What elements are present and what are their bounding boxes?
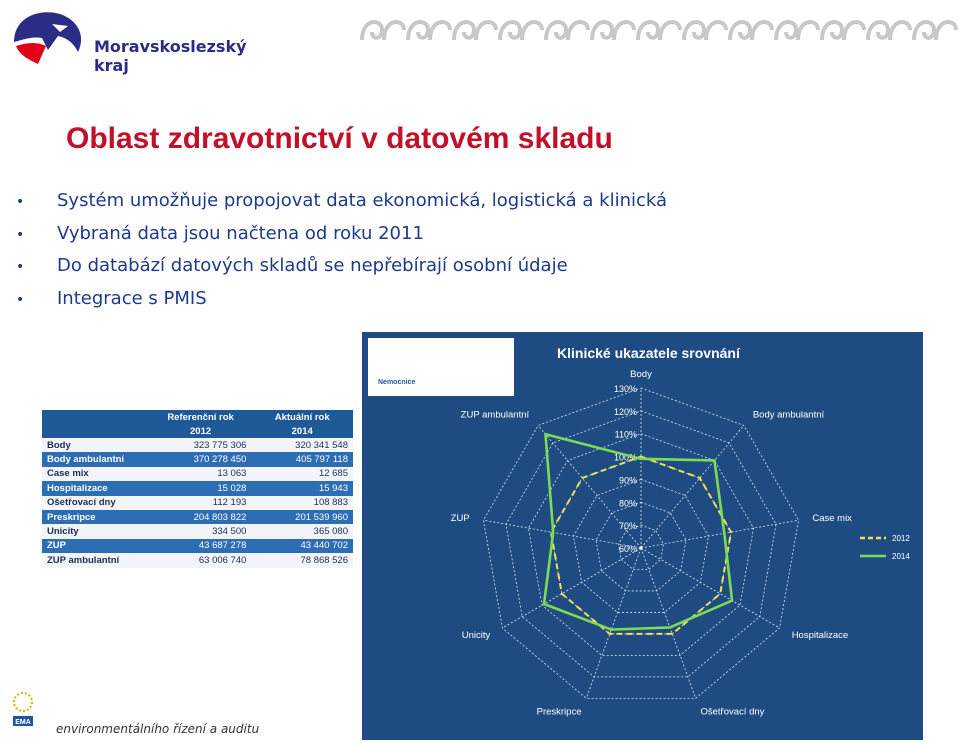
row-label: Ošetřovací dny (42, 496, 150, 510)
logo-line-2: kraj (94, 56, 129, 75)
bullet-item: • Systém umožňuje propojovat data ekonomická, logistická a klinická (16, 190, 667, 223)
bullet-list (16, 190, 667, 321)
table-row (42, 452, 353, 466)
hospital-label: Nemocnice (378, 379, 416, 386)
radar-axis-label: Unicity (461, 630, 491, 641)
table-header-ref: Referenční rok (150, 410, 252, 424)
row-act: 201 539 960 (251, 510, 353, 524)
row-ref: 323 775 306 (150, 438, 252, 452)
row-act: 15 943 (251, 481, 353, 495)
row-act: 365 080 (251, 524, 353, 538)
radar-series-2014 (544, 434, 732, 629)
radar-axis-label: Ošetřovací dny (700, 706, 765, 718)
row-label: ZUP ambulantní (42, 553, 150, 567)
decorative-ornament-band (358, 10, 958, 50)
row-ref: 13 063 (150, 467, 252, 481)
ornament-swirl (684, 22, 726, 40)
ornament-swirl (362, 22, 404, 40)
bullet-item: • Do databází datových skladů se nepřebírají osobní údaje (16, 255, 667, 288)
table-row (42, 524, 353, 538)
ornament-swirl (408, 22, 450, 40)
radar-chart-panel (362, 332, 923, 740)
row-label: Unicity (42, 524, 150, 538)
row-ref: 43 687 278 (150, 539, 252, 553)
radar-spoke (641, 425, 744, 548)
radar-spoke (641, 548, 696, 698)
row-ref: 204 803 822 (150, 510, 252, 524)
radar-axis-label: Body ambulantní (752, 409, 825, 421)
ornament-swirl (454, 22, 496, 40)
ornament-swirl (638, 22, 680, 40)
radar-ring-label: 90% (618, 475, 637, 486)
row-ref: 334 500 (150, 524, 252, 538)
ornament-swirl (730, 22, 772, 40)
radar-axis-label: ZUP ambulantní (460, 409, 530, 421)
legend-label: 2012 (892, 534, 910, 543)
table-row (42, 553, 353, 567)
ornament-swirl (822, 22, 864, 40)
radar-ring-label: 60% (618, 544, 637, 554)
row-act: 108 883 (251, 496, 353, 510)
ema-logo-icon (8, 688, 38, 738)
row-act: 320 341 548 (251, 438, 353, 452)
radar-axis-label: Hospitalizace (791, 630, 849, 641)
table-subheader-label (42, 424, 150, 438)
radar-ring-label: 120% (613, 406, 637, 417)
svg-text:EMA: EMA (15, 719, 31, 726)
table-subheader-ref: 2012 (150, 424, 252, 438)
row-act: 12 685 (251, 467, 353, 481)
row-ref: 112 193 (150, 496, 252, 510)
moravskoslezsky-kraj-logo (8, 6, 248, 75)
radar-spoke (641, 520, 799, 548)
ornament-swirl (546, 22, 588, 40)
radar-axis-label: Preskripce (536, 706, 582, 718)
row-label: Body ambulantní (42, 452, 150, 466)
radar-spoke (641, 548, 780, 628)
table-row (42, 467, 353, 481)
footer-text: environmentálního řízení a auditu (56, 722, 260, 736)
row-ref: 370 278 450 (150, 452, 252, 466)
radar-axis-label: Body (630, 369, 652, 380)
table-row (42, 438, 353, 452)
row-label: Body (42, 438, 150, 452)
row-label: ZUP (42, 539, 150, 553)
region-emblem-icon (8, 6, 94, 72)
row-label: Preskripce (42, 510, 150, 524)
table-header-label (42, 410, 150, 424)
row-act: 78 868 526 (251, 553, 353, 567)
ornament-swirl (592, 22, 634, 40)
row-label: Hospitalizace (42, 481, 150, 495)
ornament-swirl (868, 22, 910, 40)
legend-label: 2014 (892, 552, 910, 561)
radar-spoke (502, 548, 641, 628)
logo-line-1: Moravskoslezský (94, 37, 247, 56)
page-title: Oblast zdravotnictví v datovém skladu (66, 122, 613, 155)
radar-ring-label: 130% (613, 384, 637, 394)
ornament-swirl (776, 22, 818, 40)
ornament-swirl (500, 22, 542, 40)
bullet-item: • Integrace s PMIS (16, 288, 667, 321)
table-subheader-act: 2014 (251, 424, 353, 438)
radar-axis-label: ZUP (450, 512, 470, 524)
row-act: 43 440 702 (251, 539, 353, 553)
table-header-act: Aktuální rok (251, 410, 353, 424)
radar-axis-label: Case mix (812, 512, 852, 524)
radar-chart (362, 332, 923, 740)
chart-title: Klinické ukazatele srovnání (557, 345, 740, 361)
logo-text (94, 37, 247, 75)
table-row (42, 510, 353, 524)
ornament-swirl (914, 22, 956, 40)
table-row (42, 539, 353, 553)
table-row (42, 481, 353, 495)
kpi-table-panel (42, 410, 353, 585)
row-label: Case mix (42, 467, 150, 481)
radar-ring-label: 110% (614, 429, 637, 440)
row-ref: 15 028 (150, 481, 252, 495)
row-act: 405 797 118 (251, 452, 353, 466)
radar-ring-label: 100% (613, 452, 637, 463)
bullet-item: • Vybraná data jsou načtena od roku 2011 (16, 223, 667, 256)
radar-spoke (483, 520, 641, 548)
kpi-table (42, 410, 353, 568)
radar-ring-label: 80% (618, 498, 637, 509)
row-ref: 63 006 740 (150, 553, 252, 567)
table-row (42, 496, 353, 510)
radar-ring-label: 70% (618, 521, 637, 532)
